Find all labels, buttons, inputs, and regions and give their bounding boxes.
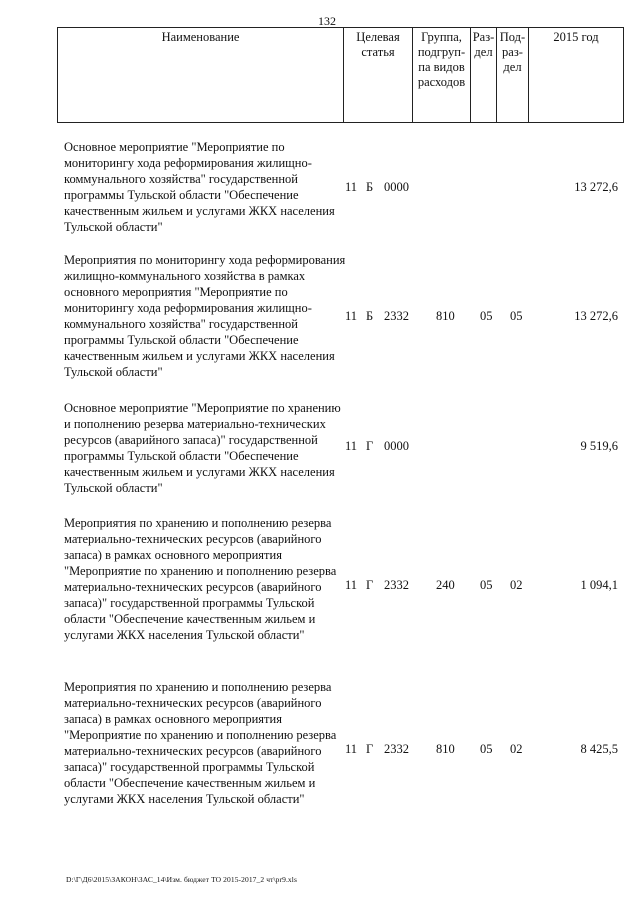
header-group: Группа, подгруп-па видов расходов	[412, 28, 470, 122]
section: 05	[480, 309, 493, 323]
target-direction: 0000	[384, 180, 409, 194]
row-name: Основное мероприятие "Мероприятие по мониторингу хода реформирования жилищно-коммунального хозяйства" государственной программы Тульской области "Обеспечение качественным жильем и услугами ЖКХ населения Тульской области"	[64, 140, 335, 234]
amount-2015: 1 094,1	[580, 578, 618, 592]
row-name: Мероприятия по хранению и пополнению резерва материально-технических ресурсов (аварийного запаса) в рамках основного мероприятия "Мероприятие по хранению и пополнению резерва материально-технических ресурсов (аварийного запаса)" государственной программы Тульской области "Обеспечение качественным жильем и услугами ЖКХ населения Тульской области"	[64, 680, 337, 806]
target-program: 11	[345, 439, 358, 453]
target-subprogram: Г	[366, 742, 374, 756]
table-header	[57, 27, 624, 123]
target-direction: 2332	[384, 578, 409, 592]
target-subprogram: Г	[366, 578, 374, 592]
target-program: 11	[345, 742, 358, 756]
section: 05	[480, 578, 493, 592]
page-number: 132	[318, 14, 336, 28]
target-subprogram: Б	[366, 180, 374, 194]
target-program: 11	[345, 578, 358, 592]
row-name: Мероприятия по мониторингу хода реформирования жилищно-коммунального хозяйства в рамках основного мероприятия "Мероприятие по мониторингу хода реформирования жилищно-коммунального хозяйства" государственной программы Тульской области "Обеспечение качественным жильем и услугами ЖКХ населения Тульской области"	[64, 253, 346, 379]
target-direction: 0000	[384, 439, 409, 453]
header-section: Раз-дел	[470, 28, 496, 122]
target-direction: 2332	[384, 742, 409, 756]
amount-2015: 8 425,5	[580, 742, 618, 756]
file-path-footer: D:\Г\Д6\2015\ЗАКОН\ЗАС_14\Изм. бюджет ТО 2015-2017_2 чт\pr9.xls	[66, 875, 297, 884]
amount-2015: 13 272,6	[574, 309, 618, 323]
header-target: Целевая статья	[343, 28, 412, 122]
target-program: 11	[345, 180, 358, 194]
expense-group: 810	[436, 742, 455, 756]
target-subprogram: Б	[366, 309, 374, 323]
amount-2015: 13 272,6	[574, 180, 618, 194]
amount-2015: 9 519,6	[580, 439, 618, 453]
row-name: Мероприятия по хранению и пополнению резерва материально-технических ресурсов (аварийного запаса) в рамках основного мероприятия "Мероприятие по хранению и пополнению резерва материально-технических ресурсов (аварийного запаса)" государственной программы Тульской области "Обеспечение качественным жильем и услугами ЖКХ населения Тульской области"	[64, 516, 337, 642]
row-name: Основное мероприятие "Мероприятие по хранению и пополнению резерва материально-технических ресурсов (аварийного запаса)" государственной программы Тульской области "Обеспечение качественным жильем и услугами ЖКХ населения Тульской области"	[64, 401, 341, 495]
target-program: 11	[345, 309, 358, 323]
target-direction: 2332	[384, 309, 409, 323]
expense-group: 810	[436, 309, 455, 323]
header-subsection: Под-раз-дел	[496, 28, 528, 122]
target-subprogram: Г	[366, 439, 374, 453]
section: 05	[480, 742, 493, 756]
expense-group: 240	[436, 578, 455, 592]
header-name: Наименование	[161, 30, 240, 44]
subsection: 05	[510, 309, 523, 323]
subsection: 02	[510, 742, 523, 756]
header-year: 2015 год	[528, 28, 623, 122]
subsection: 02	[510, 578, 523, 592]
